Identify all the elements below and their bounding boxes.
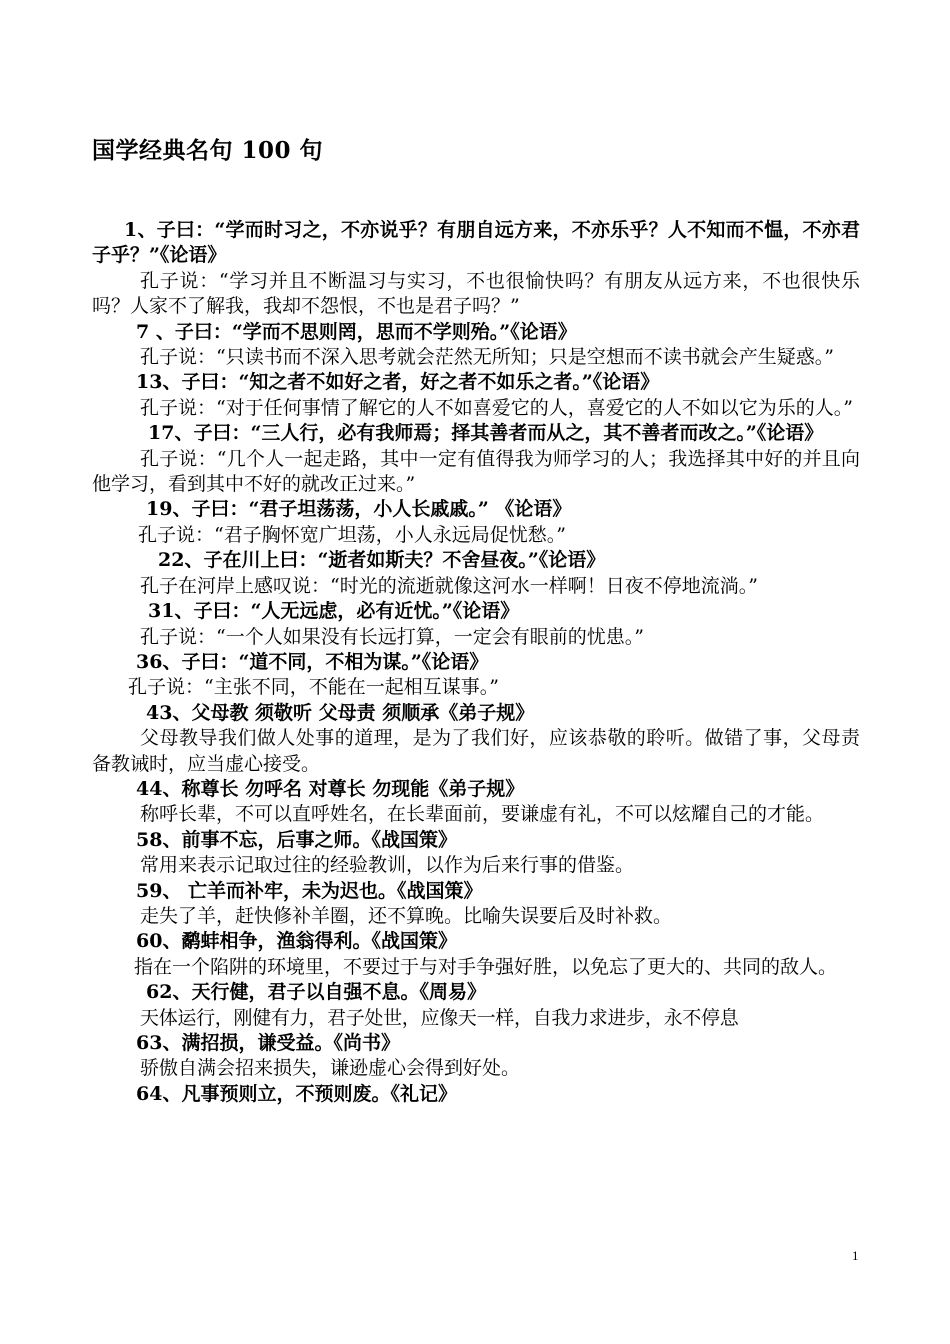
translation-17: 孔子说：“几个人一起走路，其中一定有值得我为师学习的人；我选择其中好的并且向他学习，看到其中不好的就改正过来。” [92, 447, 860, 496]
quote-59: 59、 亡羊而补牢，未为迟也。《战国策》 [136, 879, 483, 902]
quote-44: 44、称尊长 勿呼名 对尊长 勿现能《弟子规》 [136, 777, 525, 800]
quote-17: 17、子曰：“三人行，必有我师焉；择其善者而从之，其不善者而改之。”《论语》 [148, 422, 824, 445]
quote-36: 36、子曰：“道不同，不相为谋。”《论语》 [136, 650, 489, 673]
quote-1: 1、子曰：“学而时习之，不亦说乎？有朋自远方来，不亦乐乎？人不知而不愠，不亦君子乎？”《论语》 [92, 219, 860, 267]
translation-58: 常用来表示记取过往的经验教训，以作为后来行事的借鉴。 [140, 854, 635, 877]
translation-36: 孔子说：“主张不同，不能在一起相互谋事。” [128, 676, 499, 699]
quote-62: 62、天行健，君子以自强不息。《周易》 [146, 981, 486, 1004]
translation-44: 称呼长辈，不可以直呼姓名，在长辈面前，要谦虚有礼，不可以炫耀自己的才能。 [140, 803, 825, 826]
quote-13: 13、子曰：“知之者不如好之者，好之者不如乐之者。”《论语》 [136, 371, 660, 394]
quote-7: 7 、子曰：“学而不思则罔，思而不学则殆。”《论语》 [136, 320, 577, 343]
quote-58: 58、前事不忘，后事之师。《战国策》 [136, 828, 457, 851]
translation-43: 父母教导我们做人处事的道理，是为了我们好，应该恭敬的聆听。做错了事，父母责备教诫时，应当虚心接受。 [92, 727, 860, 775]
page-number: 1 [852, 1248, 859, 1263]
translation-59: 走失了羊，赶快修补羊圈，还不算晚。比喻失误要后及时补救。 [140, 904, 673, 927]
translation-19: 孔子说：“君子胸怀宽广坦荡，小人永远局促忧愁。” [138, 523, 566, 546]
quote-60: 60、鹬蚌相争，渔翁得利。《战国策》 [136, 930, 457, 953]
quote-19: 19、子曰：“君子坦荡荡，小人长戚戚。” 《论语》 [146, 498, 572, 521]
translation-22: 孔子在河岸上感叹说：“时光的流逝就像这河水一样啊！日夜不停地流淌。” [140, 574, 758, 597]
quote-43: 43、父母教 须敬听 父母责 须顺承《弟子规》 [146, 701, 535, 724]
translation-63: 骄傲自满会招来损失，谦逊虚心会得到好处。 [140, 1057, 521, 1080]
translation-7: 孔子说：“只读书而不深入思考就会茫然无所知；只是空想而不读书就会产生疑惑。” [140, 346, 834, 369]
translation-13: 孔子说：“对于任何事情了解它的人不如喜爱它的人，喜爱它的人不如以它为乐的人。” [140, 396, 853, 419]
page-title: 国学经典名句 100 句 [92, 137, 324, 164]
translation-62: 天体运行，刚健有力，君子处世，应像天一样，自我力求进步，永不停息 [140, 1006, 739, 1029]
translation-31: 孔子说：“一个人如果没有长远打算，一定会有眼前的忧患。” [140, 625, 644, 648]
quote-64: 64、凡事预则立，不预则废。《礼记》 [136, 1082, 457, 1105]
entries-list [92, 218, 860, 1107]
quote-22: 22、子在川上曰：“逝者如斯夫？不舍昼夜。”《论语》 [158, 549, 606, 572]
quote-63: 63、满招损，谦受益。《尚书》 [136, 1032, 400, 1054]
quote-31: 31、子曰：“人无远虑，必有近忧。”《论语》 [148, 600, 520, 623]
translation-60: 指在一个陷阱的环境里，不要过于与对手争强好胜，以免忘了更大的、共同的敌人。 [134, 955, 838, 978]
translation-1: 孔子说：“学习并且不断温习与实习，不也很愉快吗？有朋友从远方来，不也很快乐吗？人家不了解我，我却不怨恨，不也是君子吗？” [92, 269, 860, 318]
